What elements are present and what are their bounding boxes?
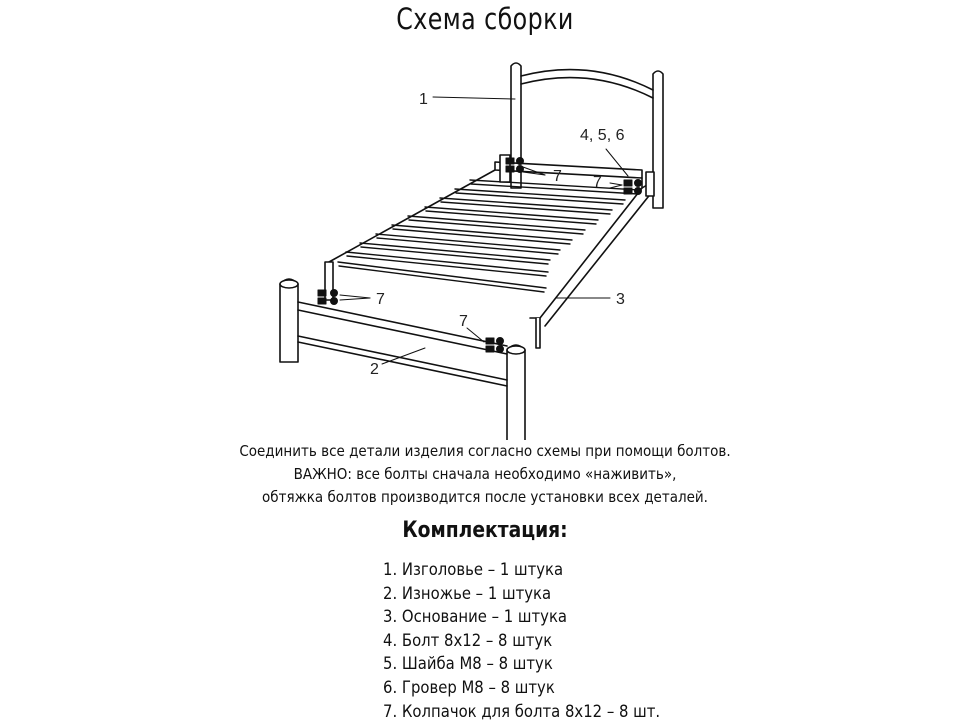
parts-list [383,558,691,723]
callout-cap-right-front: 7 [459,313,468,330]
kit-title: Комплектация: [402,518,568,543]
callout-footboard: 2 [370,361,379,378]
callout-cap-right-top: 7 [593,174,602,191]
instruction-line-2: ВАЖНО: все болты сначала необходимо «наживить», [293,465,677,483]
parts-list-item: 3. Основание – 1 штука [383,607,568,627]
callout-bolt-group: 4, 5, 6 [580,127,625,144]
callout-base: 3 [616,291,625,308]
parts-list-item: 4. Болт 8х12 – 8 штук [383,630,553,650]
parts-list-item: 1. Изголовье – 1 штука [383,560,564,579]
parts-list-item: 5. Шайба М8 – 8 штук [383,654,553,674]
footboard [280,279,525,440]
callout-cap-left-top: 7 [553,168,562,185]
bed-assembly-diagram [0,50,970,440]
callout-headboard: 1 [419,91,428,108]
instruction-line-1: Соединить все детали изделия согласно схемы при помощи болтов. [239,442,731,460]
parts-list-item: 6. Гровер М8 – 8 штук [383,677,555,697]
base-frame [325,155,654,348]
callout-cap-left-front: 7 [376,291,385,308]
bolt-detail-right-top [624,180,642,195]
page-title: Схема сборки [396,2,574,36]
assembly-instructions [0,440,970,509]
slats [338,180,640,292]
parts-list-item: 7. Колпачок для болта 8х12 – 8 шт. [383,701,661,721]
parts-list-item: 2. Изножье – 1 штука [383,583,552,603]
instruction-line-3: обтяжка болтов производится после установки всех деталей. [262,488,708,506]
